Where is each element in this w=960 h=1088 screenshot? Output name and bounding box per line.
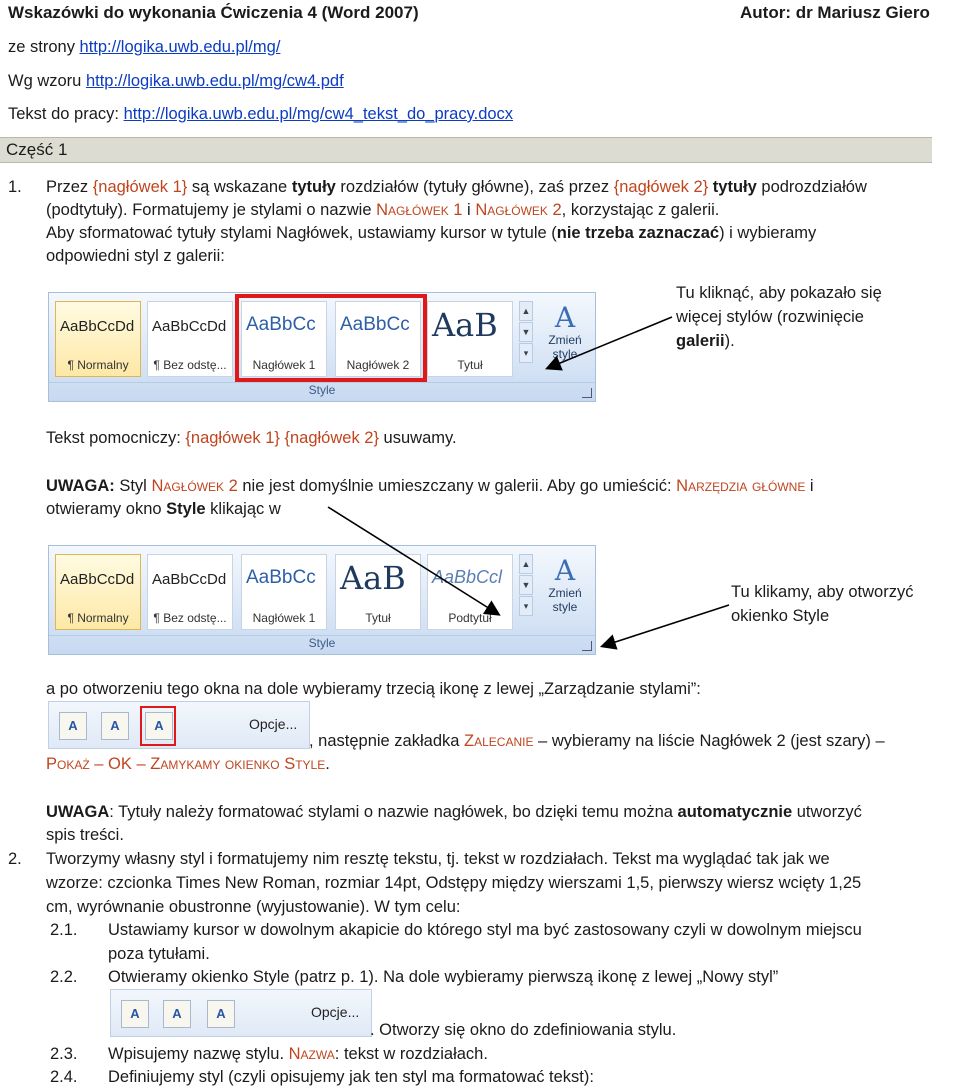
after-line1: , następnie zakładka Zalecanie – wybieramy na liście Nagłówek 2 (jest szary) –: [309, 732, 885, 750]
style-tile-heading1[interactable]: AaBbCc Nagłówek 1: [241, 554, 327, 630]
style-tile-no-spacing[interactable]: AaBbCcDd ¶ Bez odstę...: [147, 554, 233, 630]
warning-line1: UWAGA: Styl Nagłówek 2 nie jest domyślnie umieszczany w galerii. Aby go umieścić: Narzędzia główne i: [46, 477, 814, 495]
step1-line4: odpowiedni styl z galerii:: [46, 247, 225, 265]
style-tile-title[interactable]: AaB Tytuł: [335, 554, 421, 630]
options-link[interactable]: Opcje...: [249, 716, 298, 732]
change-styles-icon: A: [554, 301, 576, 334]
step2-line3: cm, wyrównanie obustronne (wyjustowanie). W tym celu:: [46, 898, 461, 916]
arrow-to-more-button: [548, 317, 672, 368]
source-line: ze strony http://logika.uwb.edu.pl/mg/: [8, 38, 281, 56]
step1-line3: Aby sformatować tytuły stylami Nagłówek, ustawiamy kursor w tytule (nie trzeba zaznaczać) i wybieramy: [46, 224, 817, 242]
step2-2-line1: Otwieramy okienko Style (patrz p. 1). Na dole wybieramy pierwszą ikonę z lewej „Nowy styl”: [108, 968, 779, 986]
note-line1: UWAGA: Tytuły należy formatować stylami o nazwie nagłówek, bo dzięki temu można automatycznie utworzyć: [46, 803, 862, 821]
style-tile-no-spacing[interactable]: AaBbCcDd ¶ Bez odstę...: [147, 301, 233, 377]
section-title: Część 1: [6, 140, 68, 159]
warning-line2: otwieramy okno Style klikając w: [46, 500, 281, 518]
note-line2: spis treści.: [46, 826, 124, 844]
author: Autor: dr Mariusz Giero: [740, 3, 930, 22]
gallery-scroll-arrows[interactable]: ▲ ▼ ▾: [519, 301, 531, 364]
arrow-to-launcher-2: [603, 605, 729, 646]
step2-number: 2.: [8, 850, 22, 868]
step2-2-line2: . Otworzy się okno do zdefiniowania stylu.: [370, 1021, 677, 1039]
document-title: Wskazówki do wykonania Ćwiczenia 4 (Word 2007): [8, 3, 419, 22]
step1-line2: (podtytuły). Formatujemy je stylami o nazwie Nagłówek 1 i Nagłówek 2, korzystając z galerii.: [46, 201, 720, 219]
pattern-link[interactable]: http://logika.uwb.edu.pl/mg/cw4.pdf: [85, 72, 344, 90]
worktext-line: Tekst do pracy: http://logika.uwb.edu.pl/mg/cw4_tekst_do_pracy.docx: [8, 105, 514, 123]
pattern-line: Wg wzoru http://logika.uwb.edu.pl/mg/cw4.pdf: [8, 72, 344, 90]
worktext-link[interactable]: http://logika.uwb.edu.pl/mg/cw4_tekst_do_pracy.docx: [123, 105, 514, 123]
change-styles-icon: A: [554, 554, 576, 587]
step1-number: 1.: [8, 178, 22, 196]
style-tile-heading2[interactable]: AaBbCc Nagłówek 2: [335, 301, 421, 377]
style-tile-normal[interactable]: AaBbCcDd ¶ Normalny: [55, 554, 141, 630]
source-link[interactable]: http://logika.uwb.edu.pl/mg/: [79, 38, 281, 56]
step2-1-number: 2.1.: [50, 921, 78, 939]
gallery-more-button[interactable]: ▾: [519, 343, 533, 363]
helper-text-line: Tekst pomocniczy: {nagłówek 1} {nagłówek 2} usuwamy.: [46, 429, 457, 447]
style-tile-normal[interactable]: AaBbCcDd ¶ Normalny: [55, 301, 141, 377]
gallery-footer: Style: [49, 382, 595, 401]
gallery-scroll-arrows[interactable]: ▲ ▼ ▾: [519, 554, 531, 617]
style-tile-title[interactable]: AaB Tytuł: [427, 301, 513, 377]
step2-4-line: Definiujemy styl (czyli opisujemy jak ten styl ma formatować tekst):: [108, 1068, 594, 1086]
step2-line2: wzorze: czcionka Times New Roman, rozmiar 14pt, Odstępy między wierszami 1,5, pierwszy wiersz wcięty 1,25: [46, 874, 862, 892]
manage-styles-line: a po otworzeniu tego okna na dole wybieramy trzecią ikonę z lewej „Zarządzanie stylami”:: [46, 680, 701, 698]
step2-4-number: 2.4.: [50, 1068, 78, 1086]
style-tile-heading1[interactable]: AaBbCc Nagłówek 1: [241, 301, 327, 377]
change-styles-button[interactable]: A Zmień style: [543, 303, 587, 361]
step2-3-number: 2.3.: [50, 1045, 78, 1063]
after-line2: Pokaż – OK – Zamykamy okienko Style.: [46, 755, 330, 773]
style-inspector-icon[interactable]: A: [101, 712, 129, 740]
new-style-icon[interactable]: A: [59, 712, 87, 740]
step1-line1: Przez {nagłówek 1} są wskazane tytuły rozdziałów (tytuły główne), zaś przez {nagłówek 2} tytuły podrozdziałów: [46, 178, 867, 196]
arrow-to-launcher: [328, 507, 498, 614]
manage-styles-icon[interactable]: A: [145, 712, 173, 740]
step2-1-line1: Ustawiamy kursor w dowolnym akapicie do którego styl ma być zastosowany czyli w dowolnym miejscu: [108, 921, 862, 939]
style-inspector-icon[interactable]: A: [163, 1000, 191, 1028]
style-tile-subtitle[interactable]: AaBbCcl Podtytuł: [427, 554, 513, 630]
new-style-icon[interactable]: A: [121, 1000, 149, 1028]
callout-expand-gallery: Tu kliknąć, aby pokazało się więcej stylów (rozwinięcie galerii).: [676, 284, 882, 350]
manage-styles-icon[interactable]: A: [207, 1000, 235, 1028]
callout-open-style-pane: Tu klikamy, aby otworzyć okienko Style: [731, 583, 914, 625]
change-styles-button[interactable]: A Zmień style: [543, 556, 587, 614]
step2-1-line2: poza tytułami.: [108, 945, 210, 963]
options-link[interactable]: Opcje...: [311, 1004, 360, 1020]
step2-line1: Tworzymy własny styl i formatujemy nim resztę tekstu, tj. tekst w rozdziałach. Tekst ma wyglądać tak jak we: [46, 850, 830, 868]
step2-3-line: Wpisujemy nazwę stylu. Nazwa: tekst w rozdziałach.: [108, 1045, 488, 1063]
step2-2-number: 2.2.: [50, 968, 78, 986]
gallery-footer: Style: [49, 635, 595, 654]
